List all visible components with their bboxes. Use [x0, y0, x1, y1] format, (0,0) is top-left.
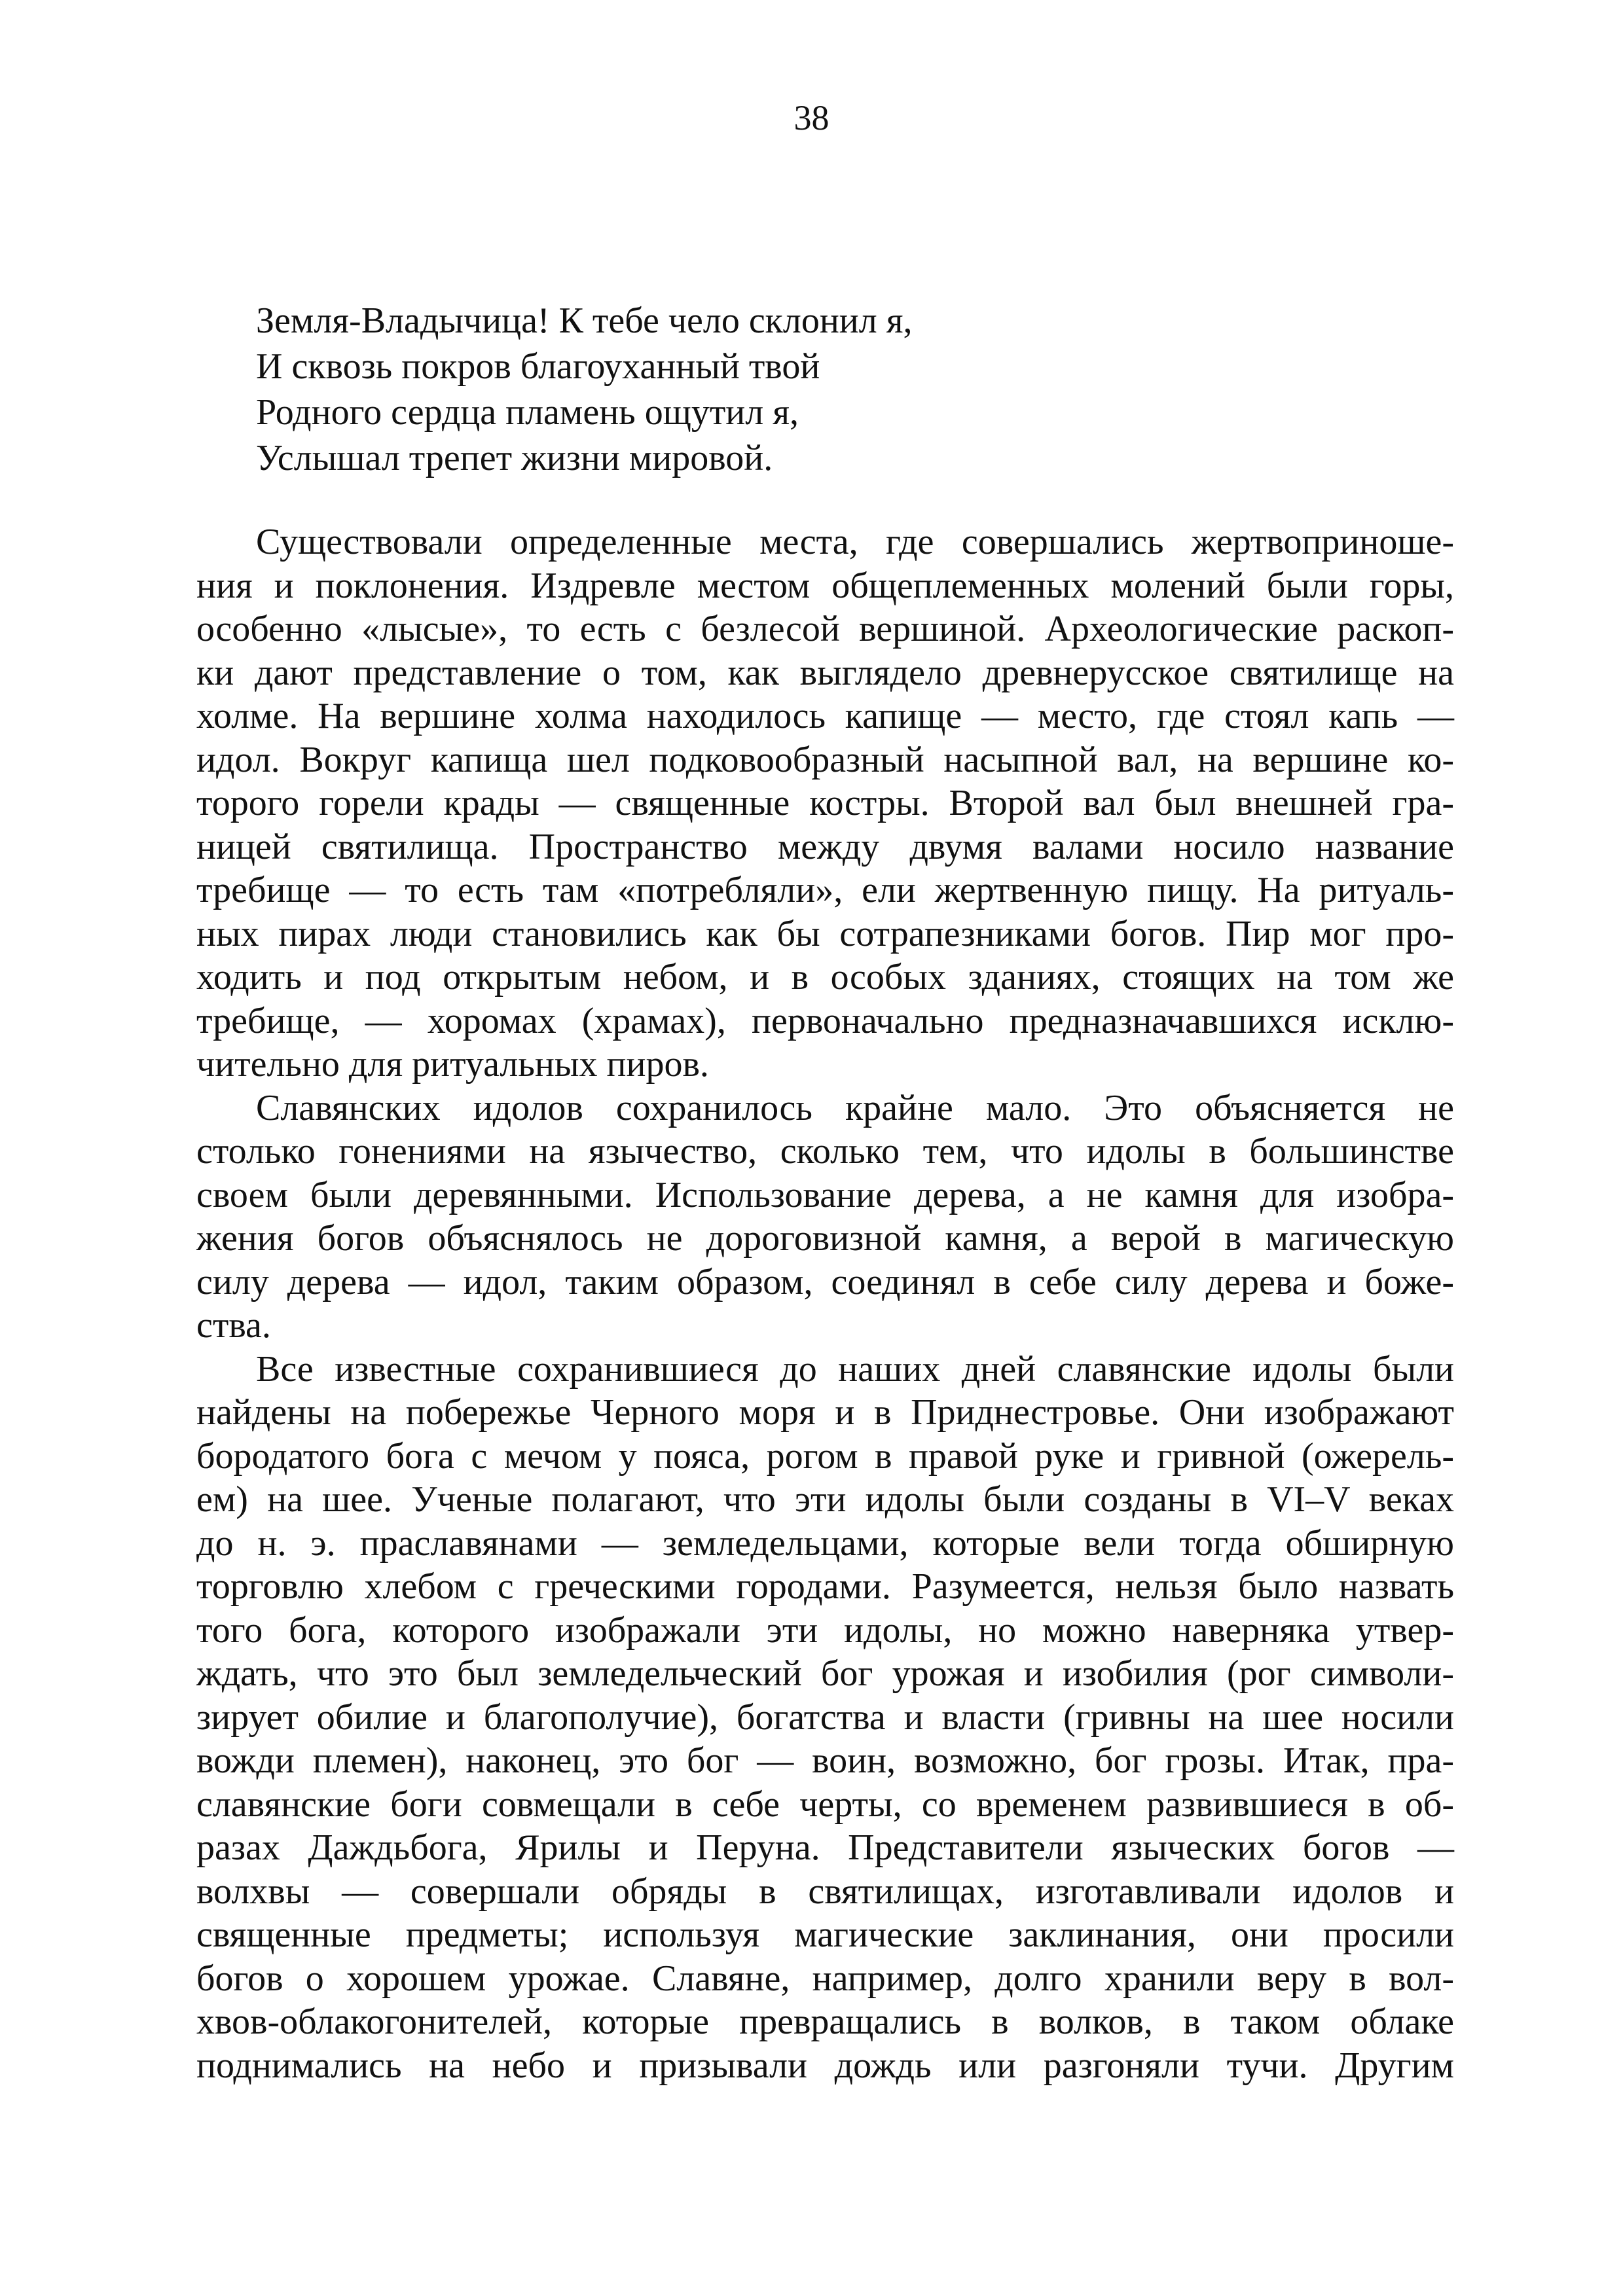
poem-line: Услышал трепет жизни мировой.: [256, 438, 773, 478]
paragraph-sacred-places: [196, 520, 1454, 1086]
text-line: найдены на побережье Черного моря и в Приднестровье. Они изображают: [196, 1392, 1454, 1433]
text-line: ных пирах люди становились как бы сотрапезниками богов. Пир мог про-: [196, 913, 1454, 954]
text-line: ницей святилища. Пространство между двумя валами носило название: [196, 826, 1454, 867]
text-line: ства.: [196, 1305, 271, 1346]
text-line: торговлю хлебом с греческими городами. Разумеется, нельзя было назвать: [196, 1566, 1454, 1607]
text-line: ходить и под открытым небом, и в особых зданиях, стоящих на том же: [196, 957, 1454, 997]
text-line: волхвы — совершали обряды в святилищах, изготавливали идолов и: [196, 1871, 1454, 1912]
text-line: славянские боги совмещали в себе черты, со временем развившиеся в об-: [196, 1784, 1454, 1825]
text-line: чительно для ритуальных пиров.: [196, 1044, 709, 1085]
text-line: жения богов объяснялось не дороговизной камня, а верой в магическую: [196, 1218, 1454, 1259]
text-line: разах Даждьбога, Ярилы и Перуна. Представители языческих богов —: [196, 1827, 1454, 1868]
text-line: вожди племен), наконец, это бог — воин, возможно, бог грозы. Итак, пра-: [196, 1740, 1454, 1781]
text-line: Все известные сохранившиеся до наших дней славянские идолы были: [256, 1348, 1454, 1390]
text-line: холме. На вершине холма находилось капище — место, где стоял капь —: [196, 696, 1454, 736]
text-line: Славянских идолов сохранилось крайне мало. Это объясняется не: [256, 1087, 1454, 1128]
page-number: 38: [793, 98, 830, 137]
text-line: зирует обилие и благополучие), богатства и власти (гривны на шее носили: [196, 1696, 1454, 1738]
text-line: требище — то есть там «потребляли», ели жертвенную пищу. На ритуаль-: [196, 870, 1454, 910]
text-line: ки дают представление о том, как выглядело древнерусское святилище на: [196, 652, 1454, 693]
text-line: требище, — хоромах (храмах), первоначально предназначавшихся исклю-: [196, 1000, 1454, 1041]
text-line: Существовали определенные места, где совершались жертвоприноше-: [256, 522, 1454, 562]
body-text: [196, 520, 1454, 2087]
text-line: торого горели крады — священные костры. Второй вал был внешней гра-: [196, 783, 1454, 823]
poem-line: Родного сердца пламень ощутил я,: [256, 392, 799, 433]
text-line: столько гонениями на язычество, сколько тем, что идолы в большинстве: [196, 1131, 1454, 1172]
text-line: до н. э. праславянами — земледельцами, которые вели тогда обширную: [196, 1522, 1454, 1564]
text-line: хвов-облакогонителей, которые превращались в волков, в таком облаке: [196, 2001, 1454, 2042]
text-line: ждать, что это был земледельческий бог урожая и изобилия (рог символи-: [196, 1653, 1454, 1694]
text-line: идол. Вокруг капища шел подковообразный насыпной вал, на вершине ко-: [196, 739, 1454, 780]
paragraph-known-idols: [196, 1348, 1454, 2088]
text-line: поднимались на небо и призывали дождь или разгоняли тучи. Другим: [196, 2045, 1454, 2086]
text-line: бородатого бога с мечом у пояса, рогом в правой руке и гривной (ожерель-: [196, 1435, 1454, 1477]
poem: [256, 298, 1434, 481]
poem-line: И сквозь покров благоуханный твой: [256, 346, 820, 387]
paragraph-slavic-idols: [196, 1086, 1454, 1348]
poem-line: Земля-Владычица! К тебе чело склонил я,: [256, 300, 913, 341]
text-line: ем) на шее. Ученые полагают, что эти идолы были созданы в VI–V веках: [196, 1479, 1454, 1520]
text-line: своем были деревянными. Использование дерева, а не камня для изобра-: [196, 1174, 1454, 1215]
text-line: богов о хорошем урожае. Славяне, например, долго хранили веру в вол-: [196, 1958, 1454, 1999]
text-line: ния и поклонения. Издревле местом общеплеменных молений были горы,: [196, 565, 1454, 606]
text-line: силу дерева — идол, таким образом, соединял в себе силу дерева и боже-: [196, 1261, 1454, 1302]
text-line: священные предметы; используя магические заклинания, они просили: [196, 1914, 1454, 1955]
text-line: того бога, которого изображали эти идолы, но можно наверняка утвер-: [196, 1609, 1454, 1651]
text-line: особенно «лысые», то есть с безлесой вершиной. Археологические раскоп-: [196, 609, 1454, 649]
